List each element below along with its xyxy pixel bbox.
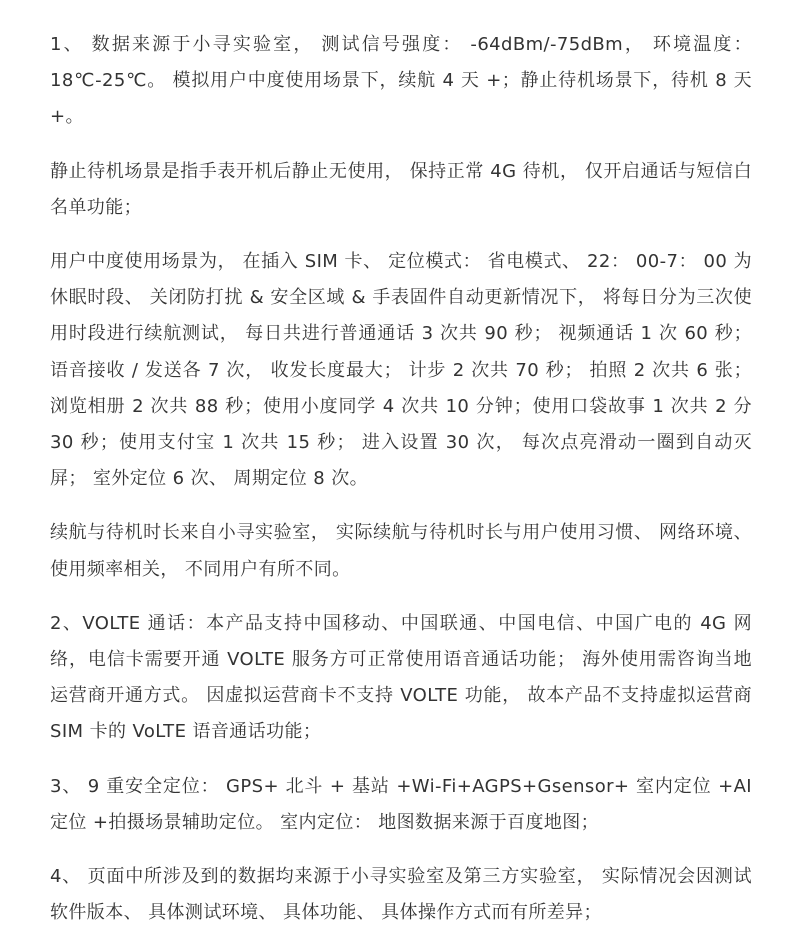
paragraph-gap (50, 497, 752, 515)
paragraph-usage-scenario: 用户中度使用场景为， 在插入 SIM 卡、 定位模式： 省电模式、 22： 00-7： 00 为休眠时段、 关闭防打扰 & 安全区域 & 手表固件自动更新情况下， 将每日分为三次使用时段进行续航测试， 每日共进行普通通话 3 次共 90 秒； 视频通话 1 次 60 秒；语音接收 / 发送各 7 次， 收发长度最大； 计步 2 次共 70 秒； 拍照 2 次共 6 张；浏览相册 2 次共 88 秒；使用小度同学 4 次共 10 分钟；使用口袋故事 1 次共 2 分 30 秒；使用支付宝 1 次共 15 秒； 进入设置 30 次， 每次点亮滑动一圈到自动灭屏； 室外定位 6 次、 周期定位 8 次。 (50, 251, 752, 490)
paragraph-battery-note: 续航与待机时长来自小寻实验室， 实际续航与待机时长与用户使用习惯、 网络环境、使用频率相关， 不同用户有所不同。 (50, 522, 752, 580)
paragraph-positioning: 3、 9 重安全定位： GPS+ 北斗 + 基站 +Wi-Fi+AGPS+Gsensor+ 室内定位 +AI 定位 +拍摄场景辅助定位。 室内定位： 地图数据来源于百度地图； (50, 775, 752, 833)
paragraph-volte: 2、VOLTE 通话：本产品支持中国移动、中国联通、中国电信、中国广电的 4G 网络，电信卡需要开通 VOLTE 服务方可正常使用语音通话功能； 海外使用需咨询当地运营商开通方式。 因虚拟运营商卡不支持 VOLTE 功能， 故本产品不支持虚拟运营商 SIM 卡的 VoLTE 语音通话功能； (50, 612, 752, 743)
paragraph-battery-data-source: 1、 数据来源于小寻实验室， 测试信号强度： -64dBm/-75dBm， 环境温度：18℃-25℃。 模拟用户中度使用场景下，续航 4 天 +；静止待机场景下，待机 8 天 +。 (50, 34, 752, 128)
paragraph-gap (50, 751, 752, 769)
paragraph-gap (50, 136, 752, 154)
paragraph-gap (50, 588, 752, 606)
paragraph-gap (50, 226, 752, 244)
paragraph-data-disclaimer: 4、 页面中所涉及到的数据均来源于小寻实验室及第三方实验室， 实际情况会因测试软件版本、 具体测试环境、 具体功能、 具体操作方式而有所差异； (50, 866, 752, 924)
paragraph-standby-scenario: 静止待机场景是指手表开机后静止无使用， 保持正常 4G 待机， 仅开启通话与短信白名单功能； (50, 160, 752, 218)
paragraph-gap (50, 841, 752, 859)
